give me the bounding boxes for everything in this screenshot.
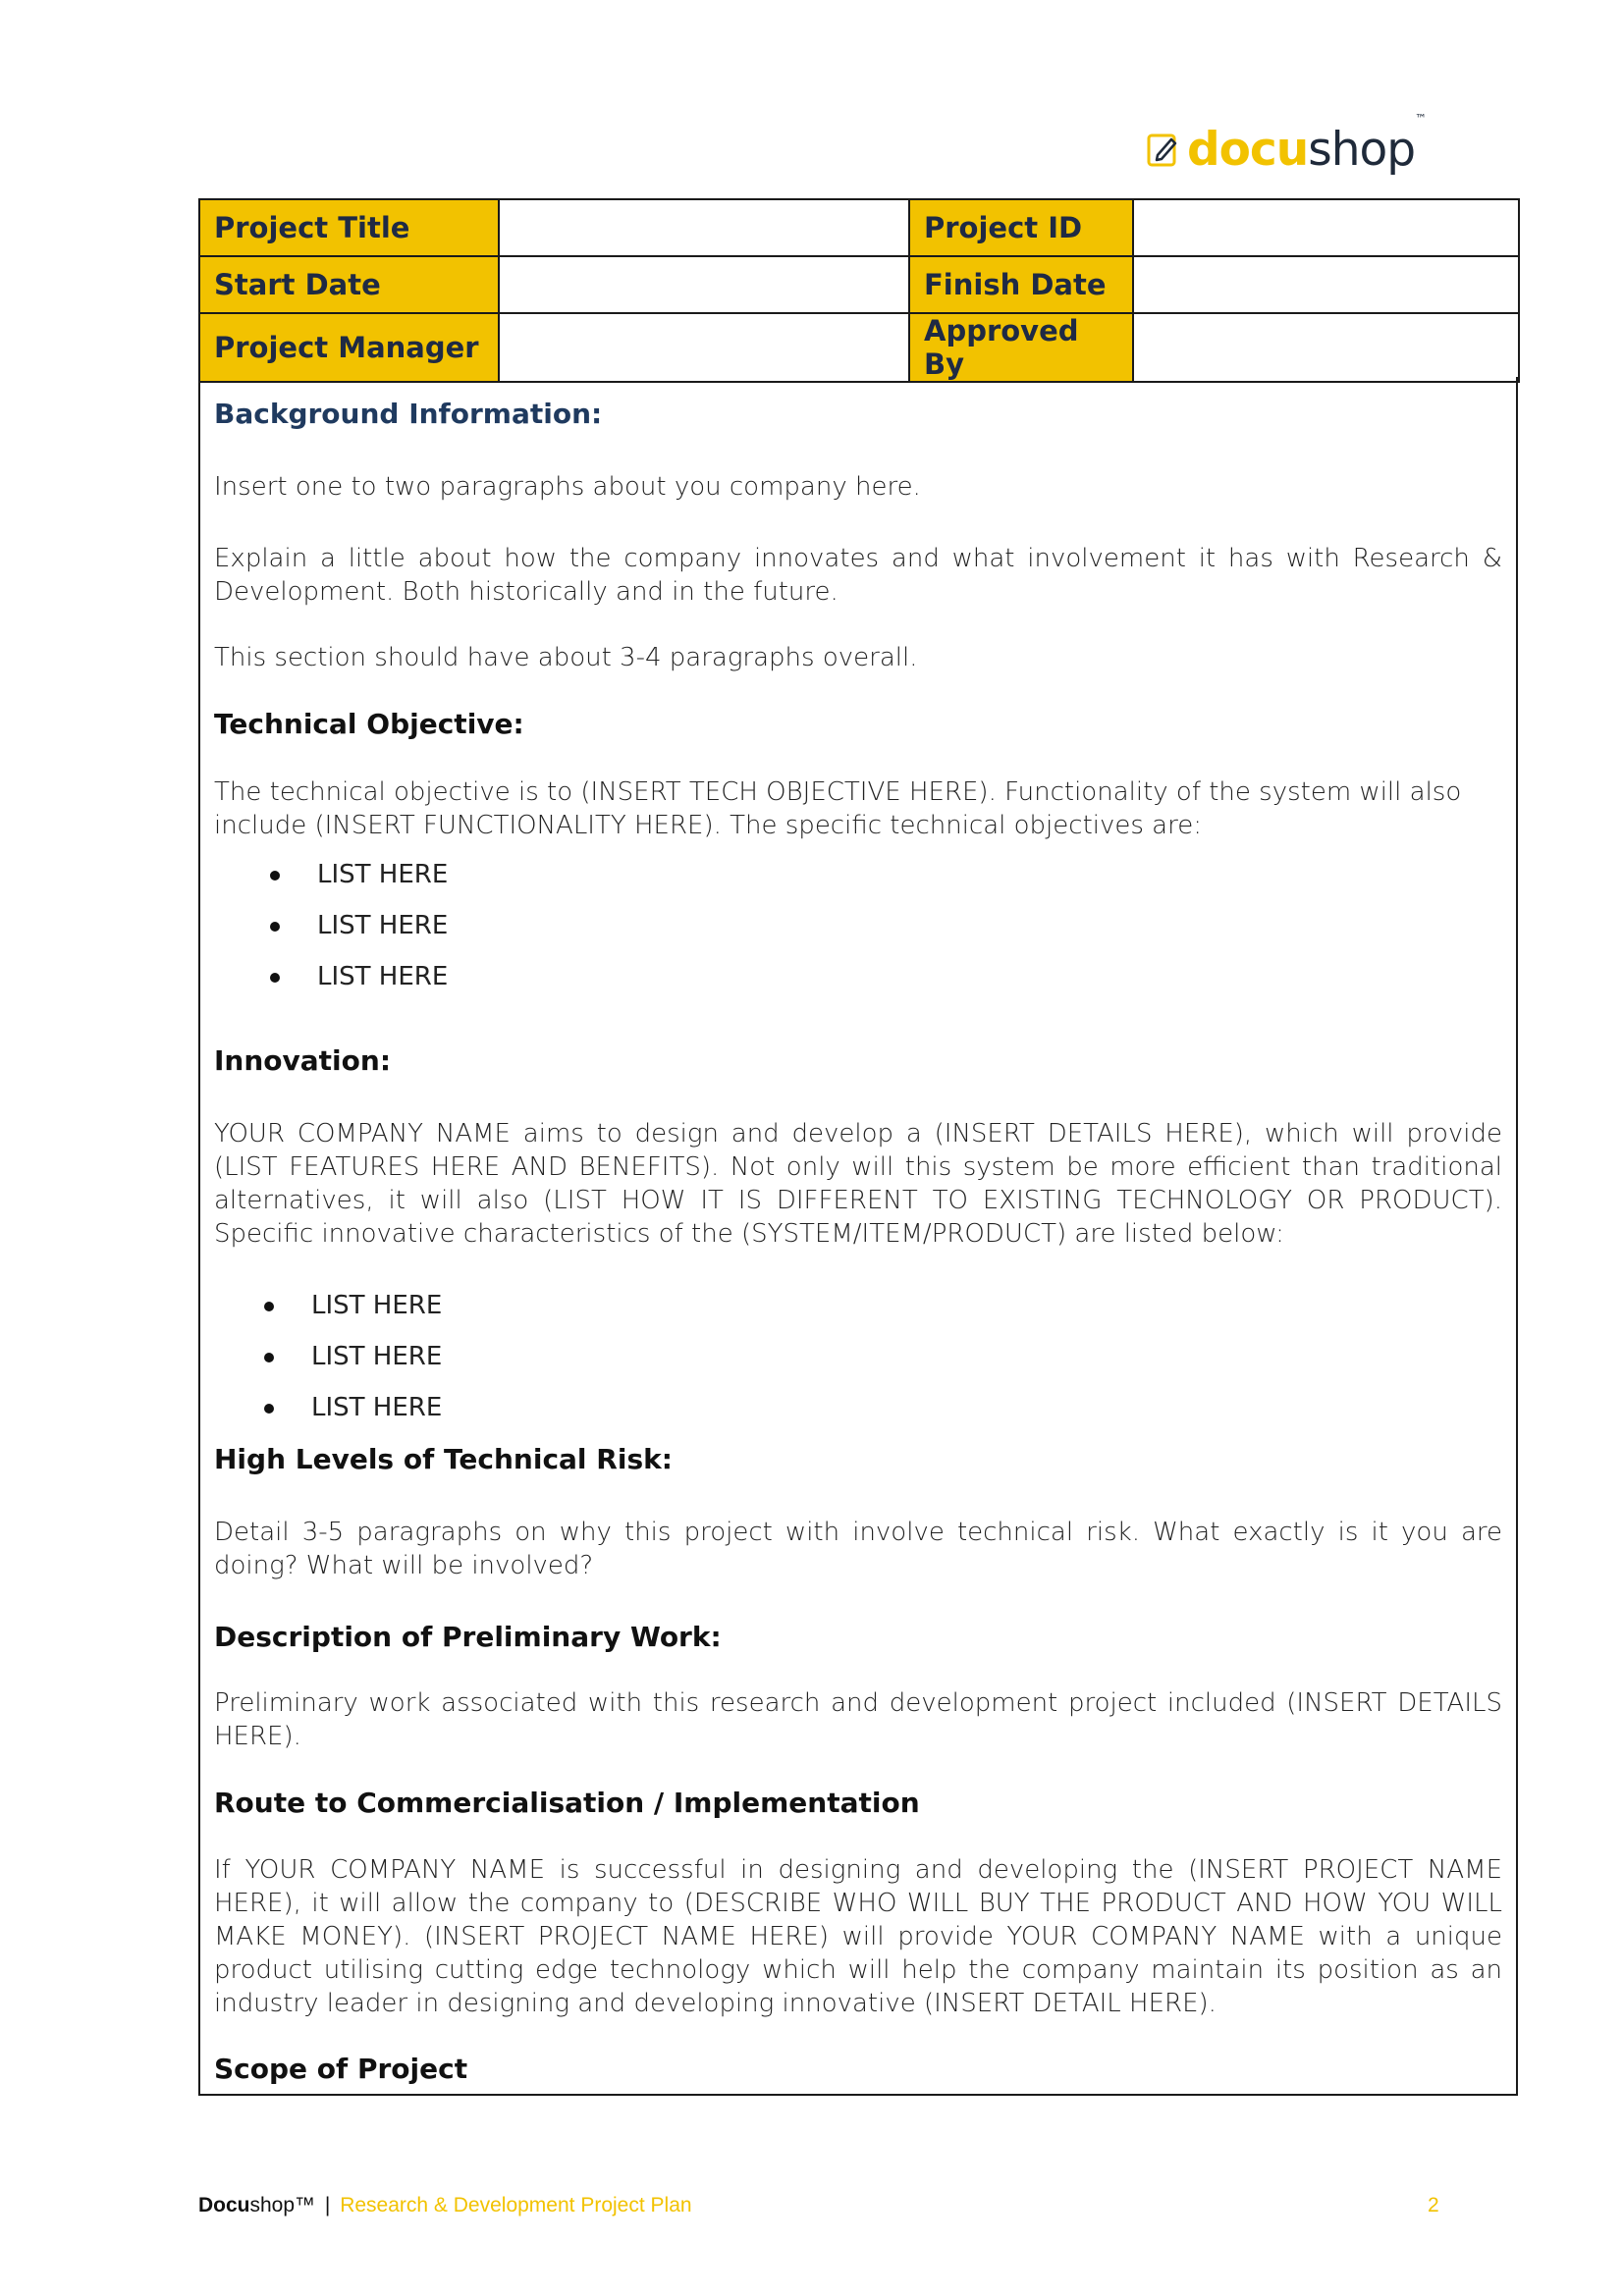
scope-heading: Scope of Project [214,2053,468,2085]
project-id-value[interactable] [1133,199,1519,256]
bullet-icon [270,973,280,983]
list-item: LIST HERE [270,911,448,940]
background-paragraph: This section should have about 3-4 paragraphs overall. [214,643,918,672]
header-row [199,256,1519,313]
logo-wordmark: docushop™ [1187,111,1427,177]
list-item: LIST HERE [264,1393,442,1422]
list-item: LIST HERE [264,1342,442,1371]
start-date-label: Start Date [199,256,499,313]
project-id-label: Project ID [909,199,1133,256]
finish-date-value[interactable] [1133,256,1519,313]
project-header-table [198,198,1520,383]
footer-document-title: Research & Development Project Plan [340,2194,692,2216]
list-item: LIST HERE [270,962,448,991]
footer-separator: | [324,2194,331,2216]
preliminary-work-heading: Description of Preliminary Work: [214,1621,722,1653]
list-item: LIST HERE [270,860,448,889]
background-heading: Background Information: [214,398,603,430]
pencil-doc-icon [1146,130,1181,169]
footer-brand: Docushop™ [198,2194,316,2216]
bullet-icon [270,922,280,932]
technical-risk-heading: High Levels of Technical Risk: [214,1443,673,1475]
innovation-paragraph: YOUR COMPANY NAME aims to design and develop a (INSERT DETAILS HERE), which will provide (LIST FEATURES HERE AND BENEFITS). Not only will this system be more efficient than traditional alternatives, it will also (LIST HOW IT IS DIFFERENT TO EXISTING TECHNOLOGY OR PRODUCT). Specific innovative characteristics of the (SYSTEM/ITEM/PRODUCT) are listed below: [214,1119,1502,1249]
commercialisation-heading: Route to Commercialisation / Implementation [214,1787,920,1819]
project-manager-label: Project Manager [199,313,499,382]
technical-objective-paragraph: The technical objective is to (INSERT TECH OBJECTIVE HERE). Functionality of the system will also include (INSERT FUNCTIONALITY HERE). The specific technical objectives are: [214,777,1462,840]
project-title-label: Project Title [199,199,499,256]
technical-risk-paragraph: Detail 3-5 paragraphs on why this project with involve technical risk. What exactly is it you are doing? What will be involved? [214,1518,1502,1580]
bullet-icon [270,871,280,881]
docushop-logo [1146,111,1427,179]
page-footer [198,2194,1518,2217]
background-paragraph: Insert one to two paragraphs about you company here. [214,472,921,502]
approved-by-label: Approved By [909,313,1133,382]
project-title-value[interactable] [499,199,909,256]
start-date-value[interactable] [499,256,909,313]
bullet-icon [264,1404,274,1414]
header-row [199,199,1519,256]
background-paragraph: Explain a little about how the company innovates and what involvement it has with Research & Development. Both historically and in the future. [214,544,1502,607]
approved-by-value[interactable] [1133,313,1519,382]
project-manager-value[interactable] [499,313,909,382]
finish-date-label: Finish Date [909,256,1133,313]
bullet-icon [264,1353,274,1362]
header-row [199,313,1519,382]
technical-objective-heading: Technical Objective: [214,708,524,740]
commercialisation-paragraph: If YOUR COMPANY NAME is successful in designing and developing the (INSERT PROJECT NAME HERE), it will allow the company to (DESCRIBE WHO WILL BUY THE PRODUCT AND HOW YOU WILL MAKE MONEY). (INSERT PROJECT NAME HERE) will provide YOUR COMPANY NAME with a unique product utilising cutting edge technology which will help the company maintain its position as an industry leader in designing and developing innovative (INSERT DETAIL HERE). [214,1855,1502,2018]
innovation-heading: Innovation: [214,1044,392,1077]
list-item: LIST HERE [264,1291,442,1320]
bullet-icon [264,1302,274,1311]
page-number: 2 [1428,2194,1439,2216]
preliminary-work-paragraph: Preliminary work associated with this research and development project included (INSERT DETAILS HERE). [214,1688,1502,1751]
